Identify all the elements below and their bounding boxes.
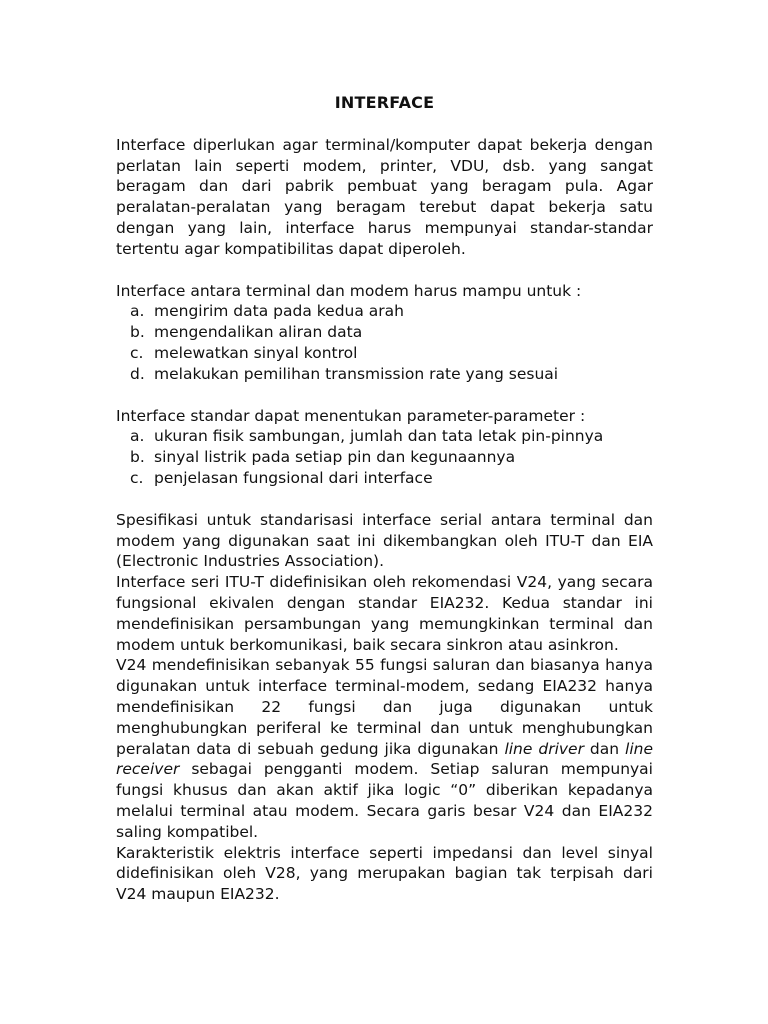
v24-text-part2: dan [583, 739, 626, 758]
capability-list [116, 301, 653, 384]
v24-paragraph [116, 655, 653, 842]
list-item-text: melewatkan sinyal kontrol [154, 343, 358, 362]
list-item [116, 364, 653, 385]
list-marker: d. [130, 364, 145, 383]
list-marker: c. [130, 343, 144, 362]
document-page [116, 93, 653, 905]
spacer [116, 489, 653, 510]
list-item-text: mengirim data pada kedua arah [154, 302, 404, 321]
itu-paragraph: Interface seri ITU-T didefinisikan oleh rekomendasi V24, yang secara fungsional ekivalen dengan standar EIA232. Kedua standar ini mendefinisikan persambungan yang memungkinkan terminal dan modem untuk berkomunikasi, baik secara sinkron atau asinkron. [116, 573, 653, 654]
list-item-text: melakukan pemilihan transmission rate yang sesuai [154, 364, 559, 383]
list-marker: c. [130, 468, 144, 487]
line-driver-term: line driver [504, 739, 584, 758]
list-marker: a. [130, 427, 145, 446]
list-item-text: penjelasan fungsional dari interface [154, 468, 433, 487]
list-marker: b. [130, 448, 145, 467]
line-receiver-term: line receiver [116, 739, 654, 779]
list-item [116, 322, 653, 343]
list-marker: b. [130, 323, 145, 342]
list1-lead: Interface antara terminal dan modem harus mampu untuk : [116, 281, 582, 300]
list-item [116, 343, 653, 364]
intro-paragraph: Interface diperlukan agar terminal/komputer dapat bekerja dengan perlatan lain seperti modem, printer, VDU, dsb. yang sangat beragam dan dari pabrik pembuat yang beragam pula. Agar peralatan-peralatan yang beragam terebut dapat bekerja satu dengan yang lain, interface harus mempunyai standar-standar tertentu agar kompatibilitas dapat diperoleh. [116, 135, 653, 258]
list-item [116, 468, 653, 489]
document-title: INTERFACE [334, 93, 435, 112]
list-item-text: mengendalikan aliran data [154, 323, 363, 342]
v28-paragraph: Karakteristik elektris interface seperti impedansi dan level sinyal didefinisikan oleh V28, yang merupakan bagian tak terpisah dari V24 maupun EIA232. [116, 843, 653, 904]
spacer [116, 385, 653, 406]
list2-lead: Interface standar dapat menentukan parameter-parameter : [116, 406, 586, 425]
spacer [116, 260, 653, 281]
v24-text-part1: V24 mendefinisikan sebanyak 55 fungsi saluran dan biasanya hanya digunakan untuk interface terminal-modem, sedang EIA232 hanya mendefinisikan 22 fungsi dan juga digunakan untuk menghubungkan periferal ke terminal dan untuk menghubungkan peralatan data di sebuah gedung jika digunakan [116, 656, 653, 758]
parameter-list [116, 426, 653, 488]
v24-text-part3: sebagai pengganti modem. Setiap saluran mempunyai fungsi khusus dan akan aktif jika logic “0” diberikan kepadanya melalui terminal atau modem. Secara garis besar V24 dan EIA232 saling kompatibel. [116, 760, 653, 841]
list-item-text: sinyal listrik pada setiap pin dan kegunaannya [154, 448, 516, 467]
spec-paragraph: Spesifikasi untuk standarisasi interface serial antara terminal dan modem yang digunakan saat ini dikembangkan oleh ITU-T dan EIA (Electronic Industries Association). [116, 510, 653, 571]
list-marker: a. [130, 302, 145, 321]
list-item [116, 426, 653, 447]
list-item-text: ukuran fisik sambungan, jumlah dan tata letak pin-pinnya [154, 427, 604, 446]
list-item [116, 447, 653, 468]
list-item [116, 301, 653, 322]
